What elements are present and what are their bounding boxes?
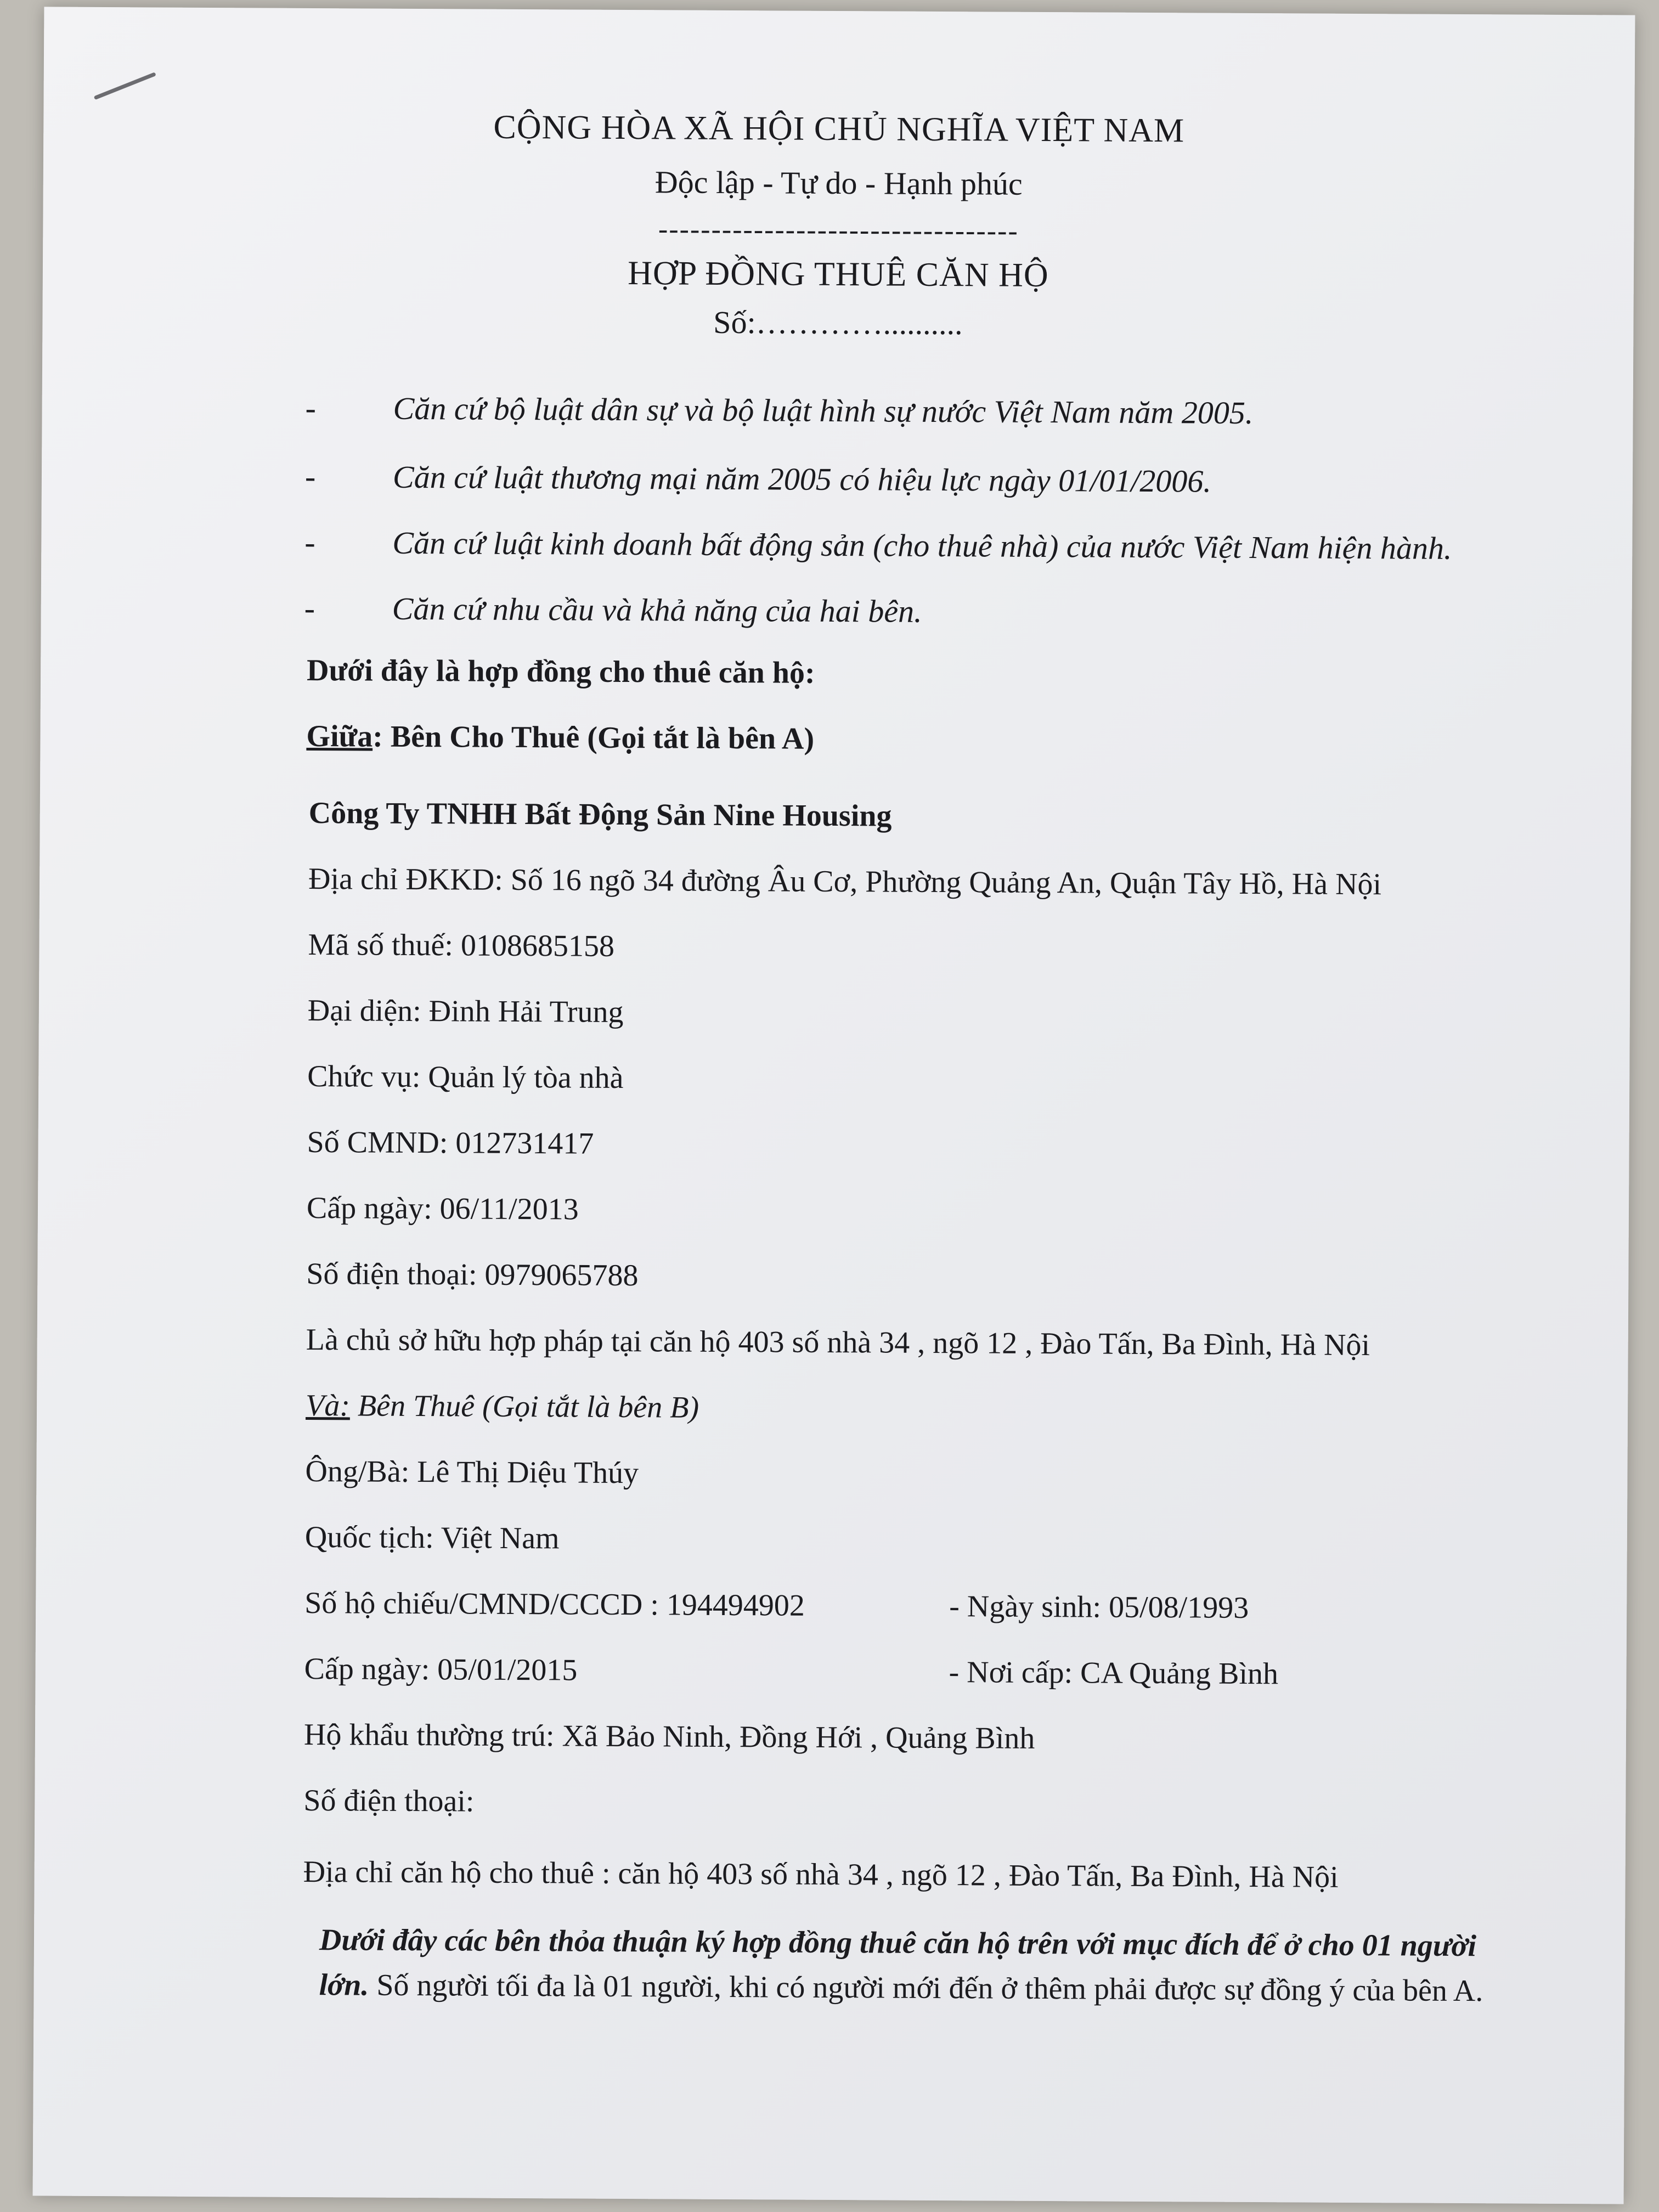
contract-title: HỢP ĐỒNG THUÊ CĂN HỘ bbox=[628, 255, 1049, 295]
basis-text: Căn cứ bộ luật dân sự và bộ luật hình sự nước Việt Nam năm 2005. bbox=[393, 390, 1254, 431]
party-b-phone: Số điện thoại: bbox=[303, 1783, 475, 1819]
party-a-company: Công Ty TNHH Bất Động Sản Nine Housing bbox=[308, 795, 892, 833]
national-motto: Độc lập - Tự do - Hạnh phúc bbox=[654, 164, 1023, 202]
party-b-issue-place: - Nơi cấp: CA Quảng Bình bbox=[949, 1655, 1279, 1691]
party-a-position: Chức vụ: Quản lý tòa nhà bbox=[307, 1059, 624, 1095]
pen-mark bbox=[94, 72, 156, 100]
purpose-rest: Số người tối đa là 01 người, khi có người mới đến ở thêm phải được sự đồng ý của bên A. bbox=[369, 1968, 1483, 2008]
party-b-nationality: Quốc tịch: Việt Nam bbox=[304, 1520, 560, 1556]
party-a-representative: Đại diện: Đinh Hải Trung bbox=[307, 993, 624, 1029]
basis-text: Căn cứ luật thương mại năm 2005 có hiệu lực ngày 01/01/2006. bbox=[392, 459, 1212, 499]
basis-item bbox=[41, 588, 1632, 629]
party-a-phone: Số điện thoại: 0979065788 bbox=[306, 1256, 639, 1293]
party-a-id-number: Số CMND: 012731417 bbox=[307, 1125, 594, 1161]
basis-item bbox=[42, 456, 1633, 499]
party-a-address: Địa chỉ ĐKKD: Số 16 ngõ 34 đường Âu Cơ, Phường Quảng An, Quận Tây Hồ, Hà Nội bbox=[308, 861, 1382, 902]
party-b-heading bbox=[306, 1388, 699, 1425]
basis-dash: - bbox=[305, 390, 317, 426]
and-label: Và: bbox=[305, 1388, 351, 1423]
basis-text: Căn cứ nhu cầu và khả năng của hai bên. bbox=[392, 590, 922, 629]
party-b-passport: Số hộ chiếu/CMND/CCCD : 194494902 bbox=[304, 1585, 805, 1623]
purpose-clause bbox=[319, 1917, 1526, 2014]
party-b-issue-date: Cấp ngày: 05/01/2015 bbox=[304, 1651, 578, 1688]
basis-dash: - bbox=[304, 524, 315, 561]
header-separator: ---------------------------------- bbox=[658, 213, 1019, 247]
party-b-residence: Hộ khẩu thường trú: Xã Bảo Ninh, Đồng Hới , Quảng Bình bbox=[303, 1717, 1035, 1756]
purpose-emphasis: Dưới đây các bên thỏa thuận ký hợp đồng thuê căn hộ trên với mục đích để ở cho 01 người lớn. bbox=[319, 1923, 1477, 2002]
basis-item bbox=[42, 388, 1633, 431]
basis-dash: - bbox=[304, 590, 315, 627]
party-a-ownership: Là chủ sở hữu hợp pháp tại căn hộ 403 số nhà 34 , ngõ 12 , Đào Tấn, Ba Đình, Hà Nội bbox=[306, 1322, 1370, 1363]
country-name: CỘNG HÒA XÃ HỘI CHỦ NGHĨA VIỆT NAM bbox=[493, 108, 1185, 150]
between-label: Giữa bbox=[306, 719, 373, 754]
party-a-tax-code: Mã số thuế: 0108685158 bbox=[308, 927, 615, 963]
basis-text: Căn cứ luật kinh doanh bất động sản (cho thuê nhà) của nước Việt Nam hiện hành. bbox=[392, 524, 1452, 566]
contract-number: Số:………….......... bbox=[713, 304, 963, 342]
party-a-issue-date: Cấp ngày: 06/11/2013 bbox=[306, 1190, 579, 1227]
party-b-role: Bên Thuê (Gọi tắt là bên B) bbox=[349, 1389, 699, 1425]
party-b-name: Ông/Bà: Lê Thị Diệu Thúy bbox=[305, 1454, 639, 1491]
contract-page bbox=[33, 7, 1635, 2204]
apartment-address: Địa chỉ căn hộ cho thuê : căn hộ 403 số nhà 34 , ngõ 12 , Đào Tấn, Ba Đình, Hà Nội bbox=[303, 1854, 1339, 1894]
contract-intro: Dưới đây là hợp đồng cho thuê căn hộ: bbox=[306, 653, 815, 690]
basis-item bbox=[42, 522, 1633, 566]
basis-dash: - bbox=[304, 458, 316, 495]
party-a-role: : Bên Cho Thuê (Gọi tắt là bên A) bbox=[373, 719, 815, 756]
party-b-birth-date: - Ngày sinh: 05/08/1993 bbox=[949, 1589, 1249, 1625]
party-a-heading bbox=[306, 719, 814, 757]
